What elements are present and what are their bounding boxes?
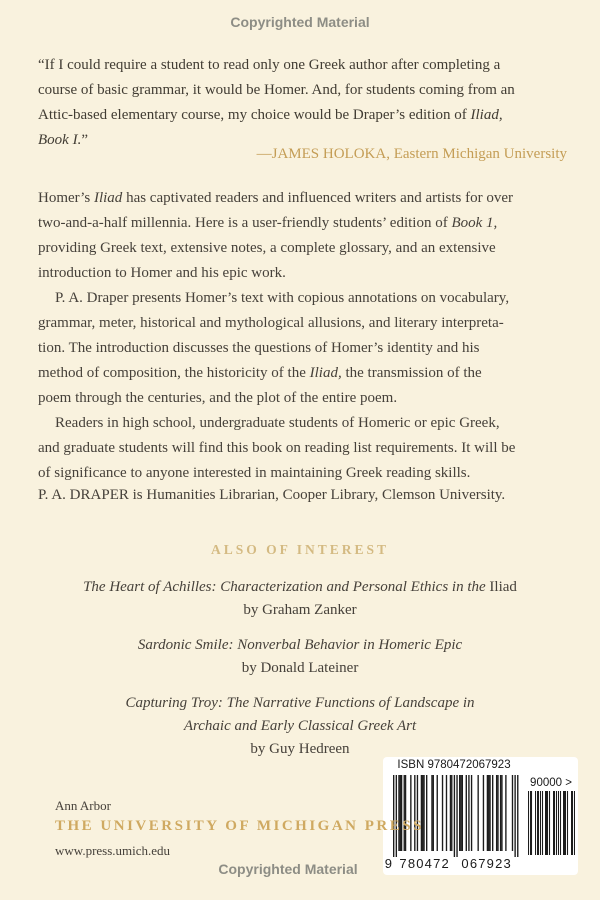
related-book-title: The Heart of Achilles: Characterization and Personal Ethics in the Iliad (83, 579, 517, 595)
related-book-title: Sardonic Smile: Nonverbal Behavior in Homeric Epic (137, 637, 463, 653)
publisher-website: www.press.umich.edu (55, 843, 171, 858)
related-book-byline: by Donald Lateiner (241, 660, 359, 676)
supplement-code: 90000 (530, 777, 563, 789)
related-book-title: Capturing Troy: The Narrative Functions of Landscape in Archaic and Early Classical Greek Art (125, 695, 475, 734)
related-book-entry (0, 692, 600, 761)
barcode-digit-group: 067923 (461, 856, 512, 870)
supplement-code-label (526, 777, 576, 789)
description-paragraph: Readers in high school, undergraduate students of Homeric or epic Greek, and graduate students will find this book on reading list requirements. It will be of significance to anyone interested in maintaining Greek reading skills. (38, 415, 516, 481)
related-book-byline: by Guy Hedreen (250, 741, 350, 757)
publisher-city: Ann Arbor (55, 798, 111, 813)
also-of-interest-heading: ALSO OF INTEREST (210, 542, 390, 557)
copyright-banner-top: Copyrighted Material (230, 14, 370, 30)
barcode-digit-group: 780472 (399, 856, 450, 870)
barcode-right-arrow: > (565, 777, 572, 789)
copyright-banner-bottom: Copyrighted Material (218, 861, 358, 877)
supplement-bars (527, 791, 575, 855)
quote-attribution: —JAMES HOLOKA, Eastern Michigan University (256, 146, 567, 162)
barcode-digit-group: 9 (384, 856, 394, 870)
supplement-barcode (526, 777, 576, 855)
review-quote: “If I could require a student to read only one Greek author after completing a course of basic grammar, it would be Homer. And, for students coming from an Attic-based elementary course, my choice would be Draper’s edition of Iliad, Book I.” (38, 57, 515, 148)
isbn-barcode-panel (383, 757, 578, 875)
description-paragraph: Homer’s Iliad has captivated readers and influenced writers and artists for over two-and-a-half millennia. Here is a user-friendly students’ edition of Book 1, providing Greek text, extensive notes, a complete glossary, and an extensive introduction to Homer and his epic work. (38, 190, 513, 281)
related-book-entry (0, 634, 600, 680)
back-cover-description (38, 186, 578, 486)
description-paragraph: P. A. Draper presents Homer’s text with copious annotations on vocabulary, grammar, meter, historical and mythological allusions, and literary interpreta- tion. The introduction discusses the questions of Homer’s identity and his method of composition, the historicity of the Iliad, the transmission of the poem through the centuries, and the plot of the entire poem. (38, 290, 510, 406)
isbn-number-label: ISBN 9780472067923 (397, 759, 511, 771)
author-bio-line: P. A. DRAPER is Humanities Librarian, Cooper Library, Clemson University. (38, 487, 506, 503)
publisher-name: THE UNIVERSITY OF MICHIGAN PRESS (55, 818, 424, 834)
related-book-entry (0, 576, 600, 622)
related-book-byline: by Graham Zanker (243, 602, 357, 618)
